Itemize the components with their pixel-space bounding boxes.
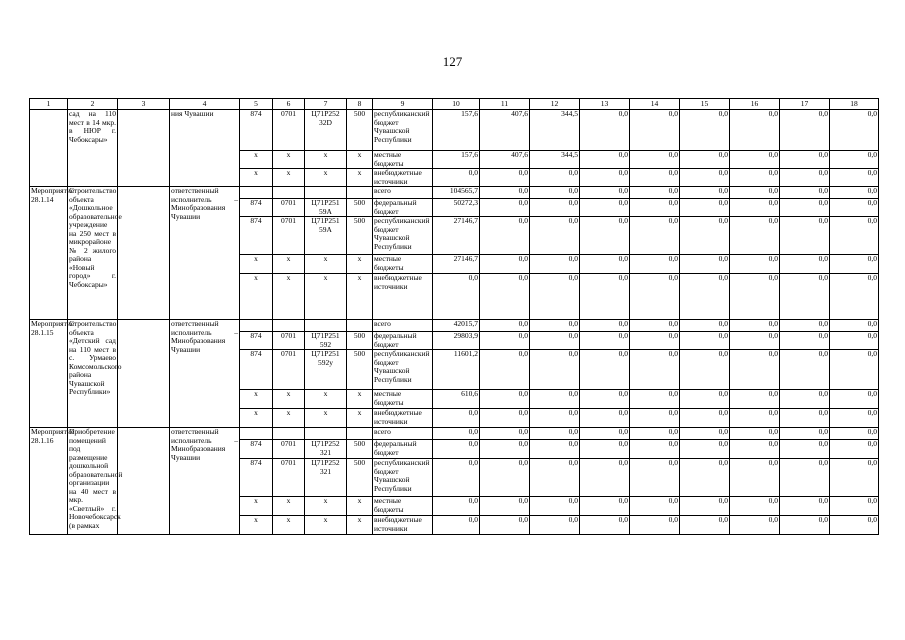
amount-cell: 0,0 [680,320,730,332]
amount-cell: 0,0 [680,217,730,255]
amount-cell: 0,0 [780,217,830,255]
amount-cell: 0,0 [480,440,530,459]
budget-code-cell: x [273,255,305,274]
budget-code-cell: 874 [240,440,273,459]
amount-cell: 0,0 [730,320,780,332]
amount-cell: 0,0 [830,217,879,255]
amount-cell: 0,0 [830,350,879,390]
budget-code-cell: x [273,390,305,409]
funding-source-cell: внебюджетные источники [373,274,433,320]
column-header-5: 5 [240,99,273,110]
budget-code-cell: 874 [240,110,273,151]
amount-cell: 0,0 [480,255,530,274]
budget-code-cell: 0701 [273,332,305,350]
amount-cell: 0,0 [433,497,480,516]
amount-cell: 0,0 [730,187,780,199]
budget-code-cell: x [273,409,305,428]
budget-code-cell: x [240,497,273,516]
budget-code-cell: x [347,409,373,428]
amount-cell: 0,0 [580,497,630,516]
amount-cell: 0,0 [530,199,580,217]
amount-cell: 0,0 [830,151,879,169]
amount-cell: 610,6 [433,390,480,409]
budget-code-cell: 874 [240,332,273,350]
amount-cell: 0,0 [630,199,680,217]
amount-cell: 0,0 [530,255,580,274]
amount-cell: 0,0 [630,169,680,187]
budget-code-cell: Ц71P251 592 [305,332,347,350]
budget-code-cell: x [305,497,347,516]
budget-code-cell [305,428,347,440]
amount-cell: 29803,9 [433,332,480,350]
budget-code-cell [273,187,305,199]
budget-code-cell: x [347,151,373,169]
budget-code-cell: x [240,151,273,169]
amount-cell: 0,0 [730,409,780,428]
amount-cell: 27146,7 [433,217,480,255]
budget-code-cell: 500 [347,440,373,459]
budget-code-cell: x [273,169,305,187]
budget-code-cell: x [305,274,347,320]
funding-source-cell: республиканский бюджет Чувашской Республики [373,110,433,151]
amount-cell: 0,0 [830,440,879,459]
budget-code-cell: x [240,169,273,187]
column-header-11: 11 [480,99,530,110]
amount-cell: 0,0 [680,255,730,274]
amount-cell: 0,0 [580,350,630,390]
amount-cell: 0,0 [630,332,680,350]
amount-cell: 0,0 [730,390,780,409]
amount-cell: 0,0 [630,516,680,535]
budget-code-cell [347,320,373,332]
measure-cell: Мероприятие 28.1.15 [30,320,68,428]
amount-cell: 0,0 [630,409,680,428]
budget-code-cell: 500 [347,199,373,217]
budget-code-cell: x [305,255,347,274]
amount-cell: 0,0 [780,110,830,151]
amount-cell: 0,0 [530,320,580,332]
amount-cell: 0,0 [530,440,580,459]
amount-cell: 0,0 [580,217,630,255]
amount-cell: 0,0 [480,332,530,350]
amount-cell: 0,0 [780,187,830,199]
budget-code-cell: 500 [347,110,373,151]
amount-cell: 0,0 [730,459,780,497]
amount-cell: 407,6 [480,110,530,151]
amount-cell: 0,0 [530,497,580,516]
amount-cell: 0,0 [680,440,730,459]
empty-cell [118,110,170,187]
budget-code-cell: x [240,516,273,535]
amount-cell: 0,0 [730,440,780,459]
amount-cell: 0,0 [480,390,530,409]
budget-code-cell: Ц71P251 59A [305,199,347,217]
amount-cell: 0,0 [480,497,530,516]
amount-cell: 0,0 [730,497,780,516]
budget-code-cell: 500 [347,350,373,390]
budget-code-cell: x [347,390,373,409]
empty-cell [118,320,170,428]
amount-cell: 0,0 [730,110,780,151]
amount-cell: 0,0 [780,169,830,187]
amount-cell: 0,0 [530,390,580,409]
amount-cell: 0,0 [630,274,680,320]
empty-cell [118,428,170,535]
budget-code-cell: 0701 [273,440,305,459]
budget-code-cell: x [305,169,347,187]
budget-code-cell: x [240,274,273,320]
amount-cell: 0,0 [780,516,830,535]
budget-code-cell: 874 [240,217,273,255]
column-header-6: 6 [273,99,305,110]
amount-cell: 0,0 [680,428,730,440]
budget-code-cell: 0701 [273,459,305,497]
amount-cell: 0,0 [530,428,580,440]
amount-cell: 0,0 [680,350,730,390]
amount-cell: 0,0 [480,350,530,390]
budget-code-cell: x [305,390,347,409]
funding-source-cell: республиканский бюджет Чувашской Республики [373,217,433,255]
amount-cell: 0,0 [830,169,879,187]
budget-code-cell: 0701 [273,199,305,217]
amount-cell: 0,0 [680,151,730,169]
amount-cell: 0,0 [530,350,580,390]
amount-cell: 0,0 [630,428,680,440]
amount-cell: 0,0 [433,169,480,187]
budget-code-cell: x [347,169,373,187]
amount-cell: 0,0 [830,187,879,199]
budget-code-cell: 874 [240,350,273,390]
budget-code-cell: x [240,255,273,274]
responsible-cell: ответственный исполнитель – Минобразования Чувашии [170,320,240,428]
amount-cell: 0,0 [480,199,530,217]
amount-cell: 0,0 [830,332,879,350]
amount-cell: 157,6 [433,151,480,169]
budget-code-cell [347,187,373,199]
amount-cell: 0,0 [680,187,730,199]
amount-cell: 0,0 [730,274,780,320]
amount-cell: 0,0 [780,332,830,350]
budget-code-cell: 874 [240,459,273,497]
amount-cell: 344,5 [530,151,580,169]
funding-source-cell: республиканский бюджет Чувашской Республики [373,459,433,497]
budget-code-cell: 500 [347,217,373,255]
page-number: 127 [442,54,463,69]
budget-code-cell: 874 [240,199,273,217]
amount-cell: 0,0 [630,459,680,497]
amount-cell: 42015,7 [433,320,480,332]
amount-cell: 0,0 [730,350,780,390]
amount-cell: 0,0 [580,320,630,332]
budget-code-cell: x [347,274,373,320]
amount-cell: 0,0 [580,274,630,320]
funding-source-cell: республиканский бюджет Чувашской Республики [373,350,433,390]
budget-code-cell: x [305,516,347,535]
funding-source-cell: внебюджетные источники [373,169,433,187]
amount-cell: 0,0 [433,409,480,428]
amount-cell: 0,0 [530,169,580,187]
amount-cell: 0,0 [630,390,680,409]
amount-cell: 0,0 [630,497,680,516]
amount-cell: 0,0 [433,440,480,459]
amount-cell: 0,0 [680,459,730,497]
budget-code-cell: x [273,497,305,516]
amount-cell: 0,0 [830,390,879,409]
object-cell: Строительство объекта «Детский сад на 110 мест в с. Урмаево Комсомольского района Чувашской Республики» [68,320,118,428]
table-header [30,99,879,110]
funding-source-cell: внебюджетные источники [373,516,433,535]
program-budget-table [29,98,879,535]
budget-code-cell: 500 [347,459,373,497]
amount-cell: 0,0 [480,187,530,199]
funding-source-cell: местные бюджеты [373,497,433,516]
amount-cell: 0,0 [580,332,630,350]
budget-code-cell: x [305,409,347,428]
amount-cell: 0,0 [780,274,830,320]
amount-cell: 0,0 [480,409,530,428]
amount-cell: 0,0 [680,516,730,535]
amount-cell: 0,0 [480,459,530,497]
amount-cell: 0,0 [680,110,730,151]
amount-cell: 11601,2 [433,350,480,390]
amount-cell: 0,0 [580,390,630,409]
table-row [30,428,879,440]
amount-cell: 0,0 [680,497,730,516]
amount-cell: 0,0 [780,151,830,169]
amount-cell: 0,0 [730,332,780,350]
amount-cell: 0,0 [780,440,830,459]
amount-cell: 0,0 [730,255,780,274]
amount-cell: 0,0 [630,255,680,274]
funding-source-cell: всего [373,428,433,440]
budget-code-cell [305,320,347,332]
budget-code-cell: Ц71P251 592у [305,350,347,390]
amount-cell: 0,0 [830,274,879,320]
amount-cell: 0,0 [830,428,879,440]
amount-cell: 0,0 [780,350,830,390]
budget-code-cell: x [347,497,373,516]
amount-cell: 0,0 [780,390,830,409]
column-header-18: 18 [830,99,879,110]
amount-cell: 0,0 [433,274,480,320]
amount-cell: 0,0 [530,217,580,255]
funding-source-cell: всего [373,320,433,332]
column-header-13: 13 [580,99,630,110]
amount-cell: 0,0 [530,332,580,350]
amount-cell: 0,0 [580,459,630,497]
budget-code-cell: 0701 [273,110,305,151]
budget-code-cell: x [347,255,373,274]
amount-cell: 0,0 [780,459,830,497]
amount-cell: 0,0 [580,187,630,199]
amount-cell: 0,0 [580,255,630,274]
budget-code-cell [273,428,305,440]
amount-cell: 0,0 [830,110,879,151]
amount-cell: 0,0 [530,459,580,497]
amount-cell: 0,0 [730,516,780,535]
amount-cell: 0,0 [630,217,680,255]
amount-cell: 0,0 [433,428,480,440]
amount-cell: 0,0 [480,428,530,440]
responsible-cell: ответственный исполнитель – Минобразования Чувашии [170,428,240,535]
amount-cell: 0,0 [480,320,530,332]
amount-cell: 0,0 [580,428,630,440]
amount-cell: 0,0 [630,320,680,332]
budget-code-cell: x [240,390,273,409]
budget-code-cell: Ц71P252 32D [305,110,347,151]
funding-source-cell: местные бюджеты [373,151,433,169]
amount-cell: 0,0 [730,199,780,217]
budget-code-cell: x [347,516,373,535]
table-body [30,110,879,535]
funding-source-cell: местные бюджеты [373,255,433,274]
column-header-10: 10 [433,99,480,110]
budget-code-cell [240,187,273,199]
measure-cell: Мероприятие 28.1.16 [30,428,68,535]
amount-cell: 0,0 [830,199,879,217]
amount-cell: 0,0 [830,320,879,332]
column-header-15: 15 [680,99,730,110]
budget-code-cell: 0701 [273,217,305,255]
column-header-4: 4 [170,99,240,110]
amount-cell: 0,0 [480,274,530,320]
amount-cell: 0,0 [480,169,530,187]
amount-cell: 0,0 [680,274,730,320]
column-header-1: 1 [30,99,68,110]
amount-cell: 0,0 [433,459,480,497]
amount-cell: 0,0 [630,110,680,151]
amount-cell: 0,0 [780,255,830,274]
object-cell: Строительство объекта «Дошкольное образовательное учреждение на 250 мест в микрорайоне № 2 жилого района «Новый город» г. Чебоксары» [68,187,118,320]
amount-cell: 0,0 [580,151,630,169]
amount-cell: 0,0 [830,459,879,497]
amount-cell: 0,0 [680,390,730,409]
column-header-9: 9 [373,99,433,110]
column-header-8: 8 [347,99,373,110]
budget-code-cell: x [273,516,305,535]
amount-cell: 0,0 [680,409,730,428]
budget-code-cell [347,428,373,440]
column-number-row [30,99,879,110]
amount-cell: 0,0 [630,350,680,390]
column-header-16: 16 [730,99,780,110]
budget-code-cell [240,428,273,440]
budget-code-cell: 500 [347,332,373,350]
table-row [30,110,879,151]
measure-cell [30,110,68,187]
amount-cell: 0,0 [830,497,879,516]
table-row [30,320,879,332]
funding-source-cell: местные бюджеты [373,390,433,409]
amount-cell: 0,0 [530,274,580,320]
amount-cell: 104565,7 [433,187,480,199]
amount-cell: 0,0 [433,516,480,535]
amount-cell: 0,0 [530,516,580,535]
budget-code-cell: Ц71P252 321 [305,459,347,497]
budget-code-cell: x [305,151,347,169]
budget-code-cell: x [240,409,273,428]
funding-source-cell: федеральный бюджет [373,199,433,217]
amount-cell: 0,0 [580,409,630,428]
amount-cell: 50272,3 [433,199,480,217]
amount-cell: 0,0 [730,428,780,440]
amount-cell: 0,0 [630,440,680,459]
amount-cell: 27146,7 [433,255,480,274]
object-cell: сад на 110 мест в 14 мкр. в НЮР г. Чебоксары» [68,110,118,187]
amount-cell: 0,0 [830,516,879,535]
column-header-2: 2 [68,99,118,110]
column-header-17: 17 [780,99,830,110]
amount-cell: 0,0 [730,151,780,169]
amount-cell: 0,0 [780,428,830,440]
column-header-7: 7 [305,99,347,110]
funding-source-cell: федеральный бюджет [373,332,433,350]
amount-cell: 0,0 [630,151,680,169]
funding-source-cell: федеральный бюджет [373,440,433,459]
responsible-cell: ния Чувашии [170,110,240,187]
amount-cell: 0,0 [630,187,680,199]
budget-code-cell: Ц71P252 321 [305,440,347,459]
amount-cell: 0,0 [580,169,630,187]
amount-cell: 407,6 [480,151,530,169]
amount-cell: 0,0 [830,409,879,428]
measure-cell: Мероприятие 28.1.14 [30,187,68,320]
budget-code-cell [273,320,305,332]
column-header-3: 3 [118,99,170,110]
amount-cell: 0,0 [830,255,879,274]
amount-cell: 0,0 [780,320,830,332]
budget-code-cell: x [273,274,305,320]
budget-code-cell: 0701 [273,350,305,390]
budget-code-cell [240,320,273,332]
amount-cell: 0,0 [780,497,830,516]
amount-cell: 0,0 [680,199,730,217]
amount-cell: 0,0 [580,110,630,151]
amount-cell: 0,0 [680,169,730,187]
funding-source-cell: всего [373,187,433,199]
column-header-14: 14 [630,99,680,110]
budget-code-cell: Ц71P251 59A [305,217,347,255]
amount-cell: 157,6 [433,110,480,151]
budget-code-cell [305,187,347,199]
amount-cell: 0,0 [780,199,830,217]
amount-cell: 0,0 [580,516,630,535]
amount-cell: 0,0 [730,217,780,255]
amount-cell: 0,0 [530,187,580,199]
column-header-12: 12 [530,99,580,110]
amount-cell: 0,0 [580,440,630,459]
table-row [30,187,879,199]
amount-cell: 0,0 [480,217,530,255]
amount-cell: 0,0 [780,409,830,428]
object-cell: Приобретение помещений под размещение дошкольной образовательной организации на 40 мест в мкр. «Светлый» г. Новочебоксарск (в рамках [68,428,118,535]
funding-source-cell: внебюджетные источники [373,409,433,428]
responsible-cell: ответственный исполнитель – Минобразования Чувашии [170,187,240,320]
amount-cell: 0,0 [730,169,780,187]
amount-cell: 0,0 [580,199,630,217]
amount-cell: 0,0 [480,516,530,535]
amount-cell: 0,0 [680,332,730,350]
amount-cell: 344,5 [530,110,580,151]
budget-code-cell: x [273,151,305,169]
empty-cell [118,187,170,320]
amount-cell: 0,0 [530,409,580,428]
